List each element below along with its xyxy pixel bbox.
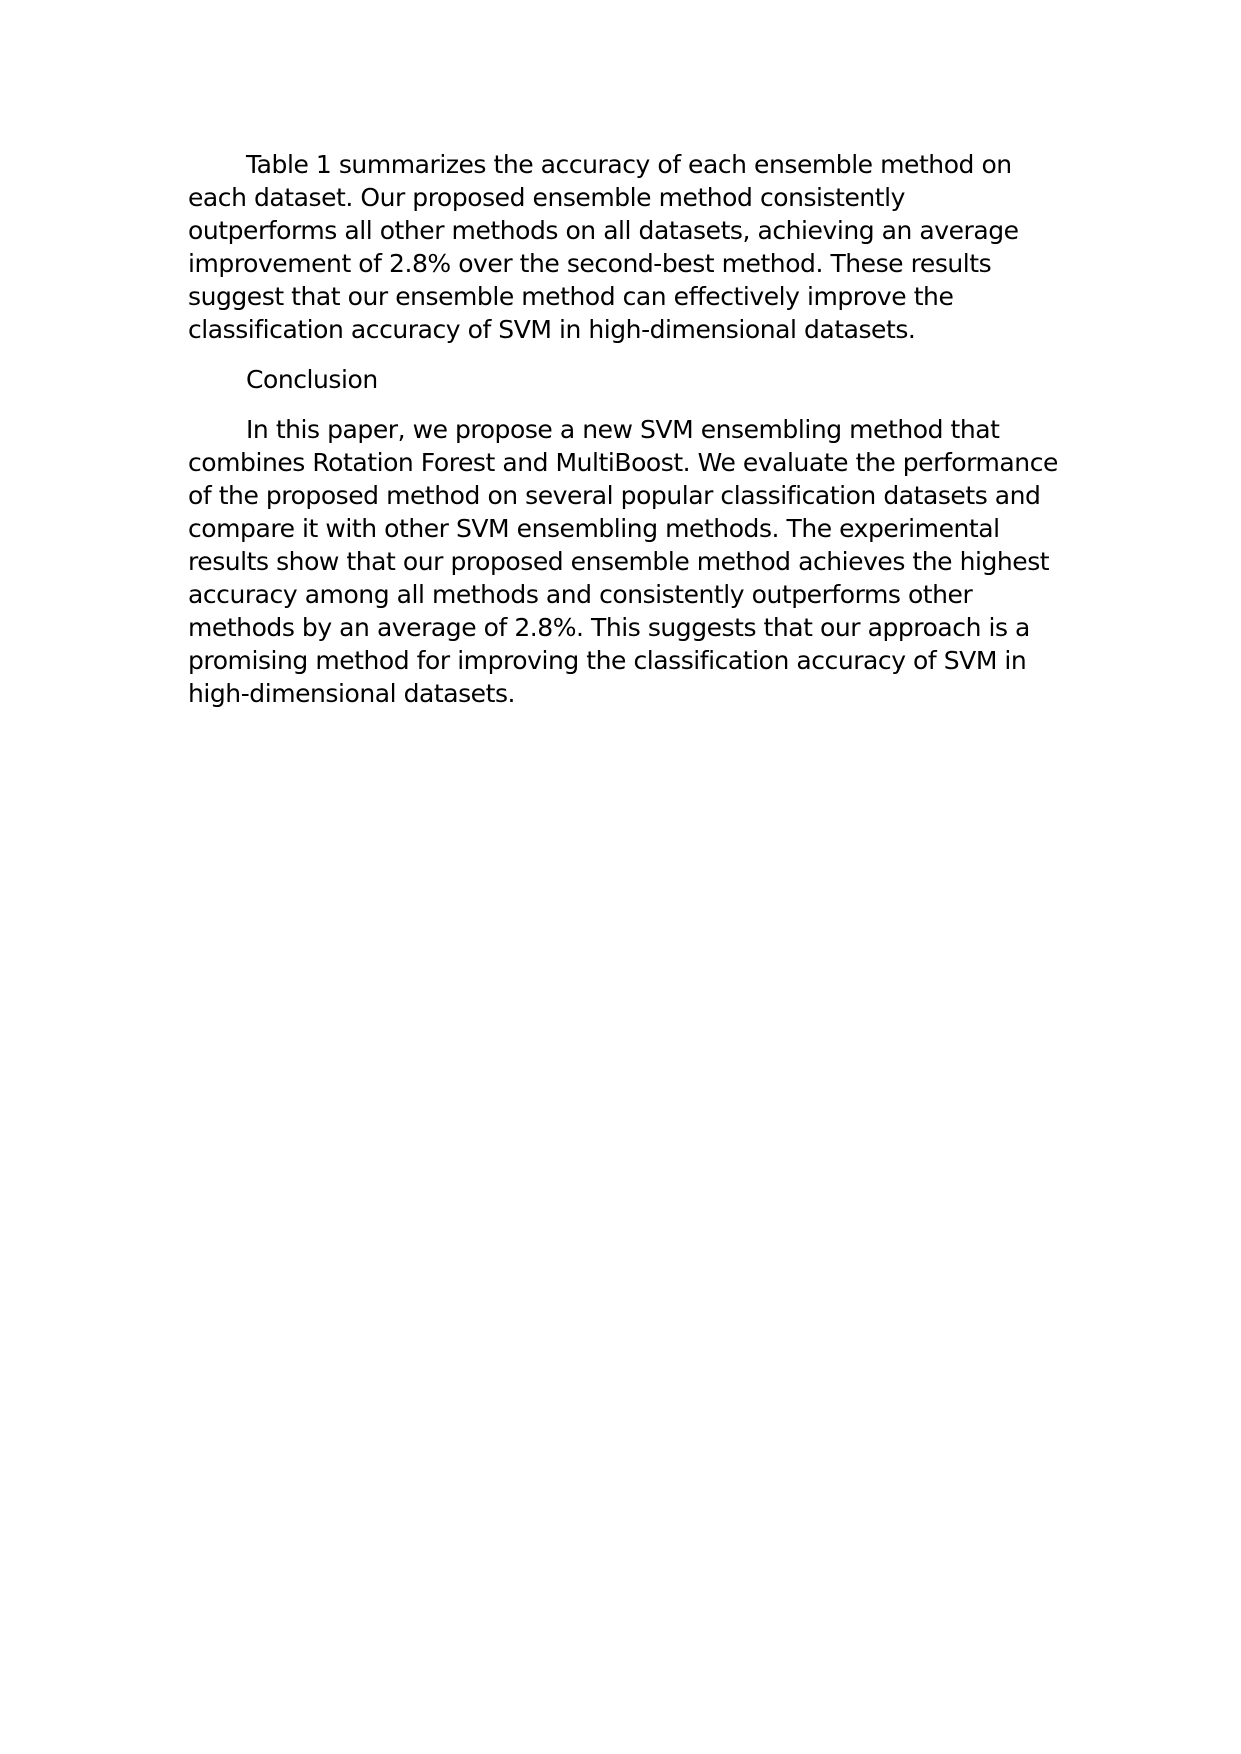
results-summary-paragraph: Table 1 summarizes the accuracy of each ensemble method on each dataset. Our proposed ensemble method consistently outperforms all other methods on all datasets, achieving an average improvement of 2.8% over the second-best method. These results suggest that our ensemble method can effectively improve the classification accuracy of SVM in high-dimensional datasets. <box>188 150 1019 344</box>
conclusion-paragraph: In this paper, we propose a new SVM ensembling method that combines Rotation Forest and MultiBoost. We evaluate the performance of the proposed method on several popular classification datasets and compare it with other SVM ensembling methods. The experimental results show that our proposed ensemble method achieves the highest accuracy among all methods and consistently outperforms other methods by an average of 2.8%. This suggests that our approach is a promising method for improving the classification accuracy of SVM in high-dimensional datasets. <box>188 415 1058 708</box>
body-text-column <box>188 148 1058 727</box>
conclusion-heading: Conclusion <box>246 365 378 394</box>
